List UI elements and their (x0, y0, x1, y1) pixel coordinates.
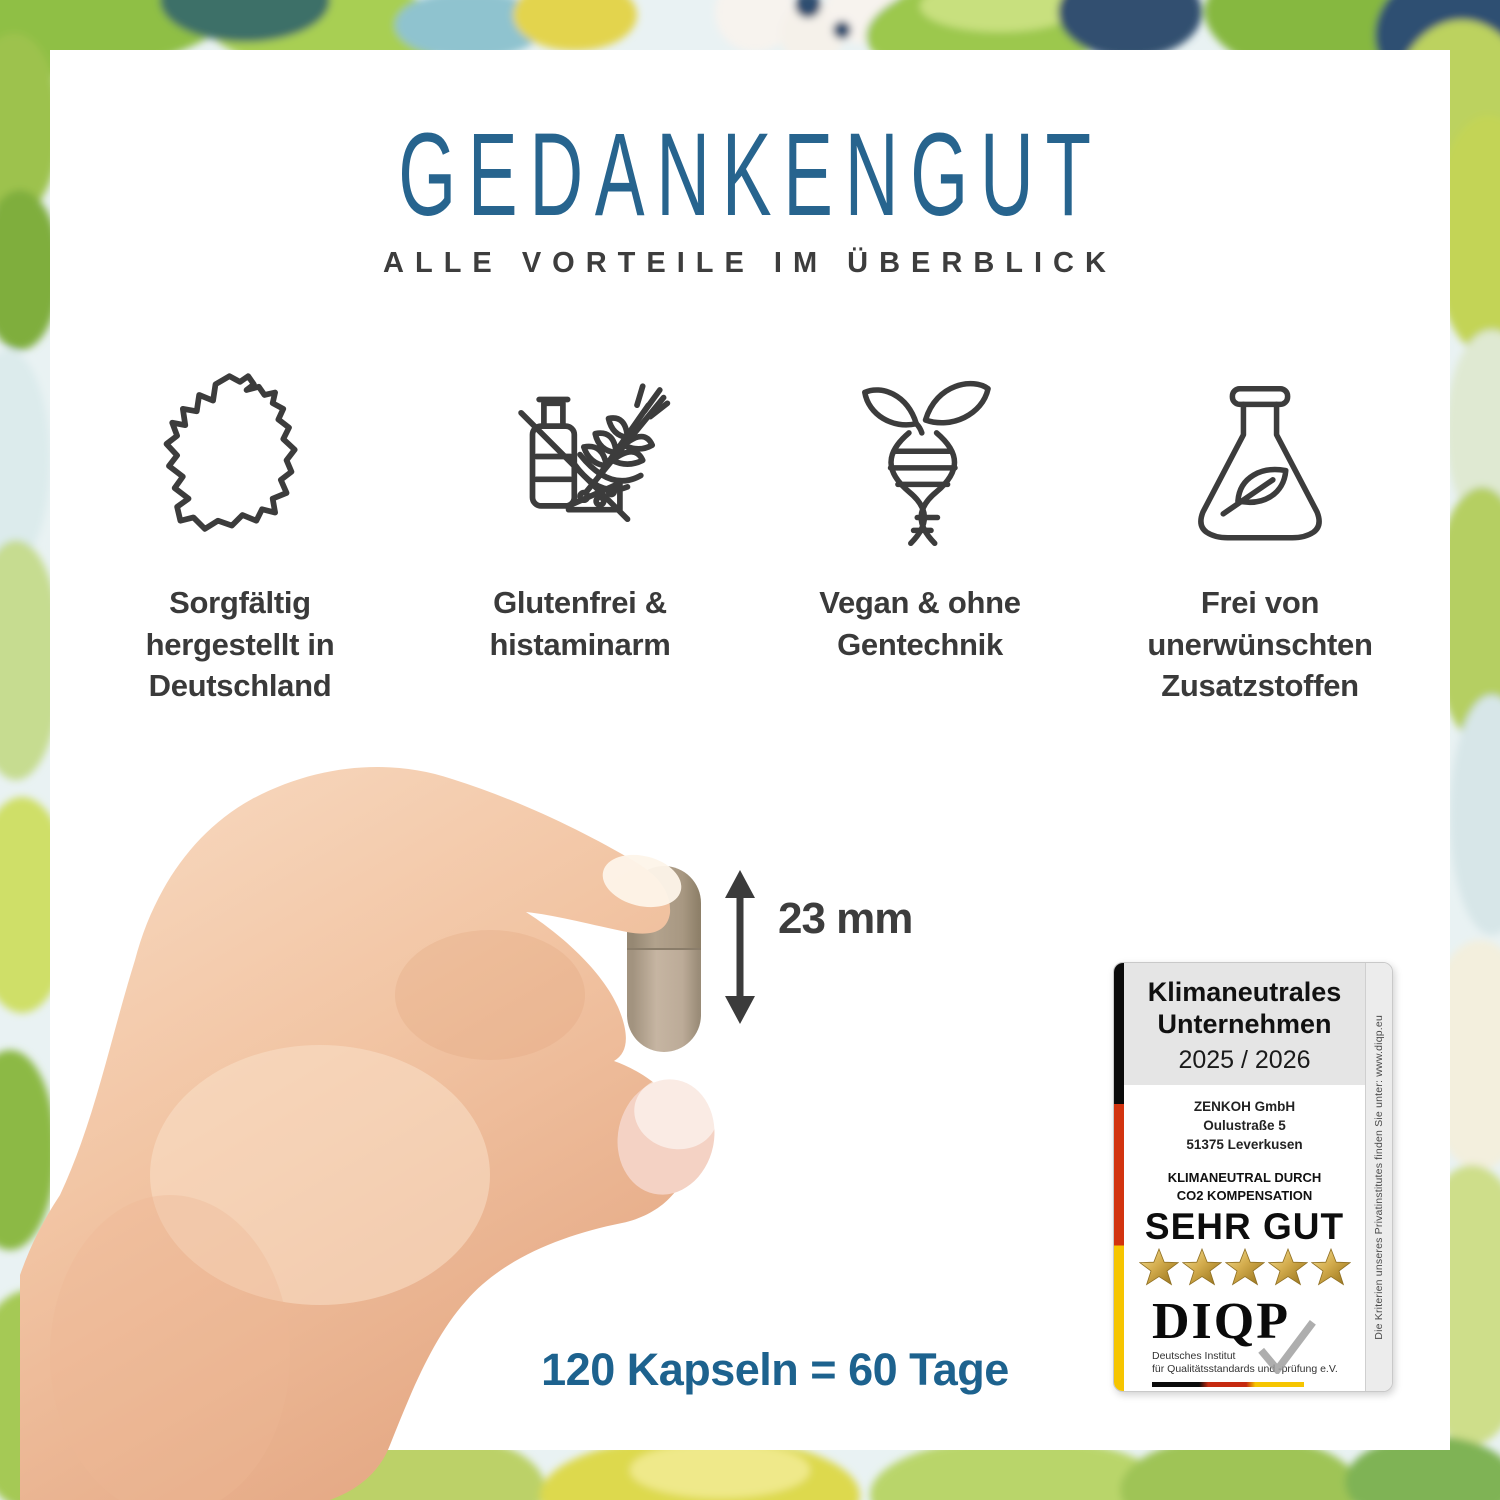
benefit-item (410, 368, 750, 707)
badge-company-name: ZENKOH GmbH (1193, 1098, 1296, 1114)
capsule-size-label: 23 mm (778, 894, 913, 943)
badge-title-line2: Unternehmen (1157, 1009, 1332, 1040)
badge-flag-stripe (1114, 963, 1124, 1391)
badge-claim-line2: CO2 KOMPENSATION (1176, 1188, 1313, 1203)
dosage-text: 120 Kapseln = 60 Tage (541, 1344, 1009, 1395)
star-icon (1182, 1248, 1222, 1286)
badge-tricolor-line (1152, 1382, 1304, 1387)
diqp-subtitle: Deutsches Institut für Qualitätsstandards und -prüfung e.V. (1152, 1349, 1338, 1376)
badge-company (1124, 1098, 1365, 1155)
star-icon (1225, 1248, 1265, 1286)
badge-years: 2025 / 2026 (1178, 1045, 1311, 1074)
badge-company-street: Oulustraße 5 (1203, 1117, 1286, 1133)
star-icon (1268, 1248, 1308, 1286)
benefit-label: Sorgfältig hergestellt in Deutschland (145, 585, 335, 704)
benefit-label: Frei von unerwünschten Zusatzstoffen (1147, 585, 1373, 704)
badge-side-note: Die Kriterien unseres Privatinstitutes finden Sie unter: www.diqp.eu (1365, 963, 1392, 1391)
badge-claim-line1: KLIMANEUTRAL DURCH (1167, 1170, 1322, 1186)
flask-leaf-icon (1168, 368, 1352, 564)
badge-main (1124, 963, 1365, 1391)
diqp-logo: DIQP (1152, 1292, 1290, 1350)
benefit-label: Vegan & ohne Gentechnik (819, 585, 1021, 662)
brand-title: GEDANKENGUT (397, 109, 1103, 242)
gluten-free-icon (485, 368, 675, 564)
diqp-checkmark-icon (1254, 1318, 1320, 1374)
badge-title-line1: Klimaneutrales (1147, 977, 1342, 1007)
badge-company-city: 51375 Leverkusen (1186, 1136, 1303, 1152)
certificate-badge (1113, 962, 1393, 1392)
benefit-label: Glutenfrei & histaminarm (489, 585, 671, 662)
benefits-row (70, 368, 1430, 707)
diqp-block (1152, 1292, 1365, 1377)
germany-map-icon (156, 368, 324, 564)
star-icon (1311, 1248, 1351, 1286)
benefit-item (750, 368, 1090, 707)
brand-title-wrap (0, 108, 1500, 242)
page-subtitle: ALLE VORTEILE IM ÜBERBLICK (383, 247, 1117, 279)
vegan-dna-icon (828, 368, 1012, 564)
benefit-item (70, 368, 410, 707)
star-icon (1139, 1248, 1179, 1286)
badge-header (1124, 963, 1365, 1085)
badge-rating: SEHR GUT (1144, 1205, 1345, 1247)
benefit-item (1090, 368, 1430, 707)
star-row (1124, 1248, 1365, 1288)
badge-claim (1124, 1169, 1365, 1204)
